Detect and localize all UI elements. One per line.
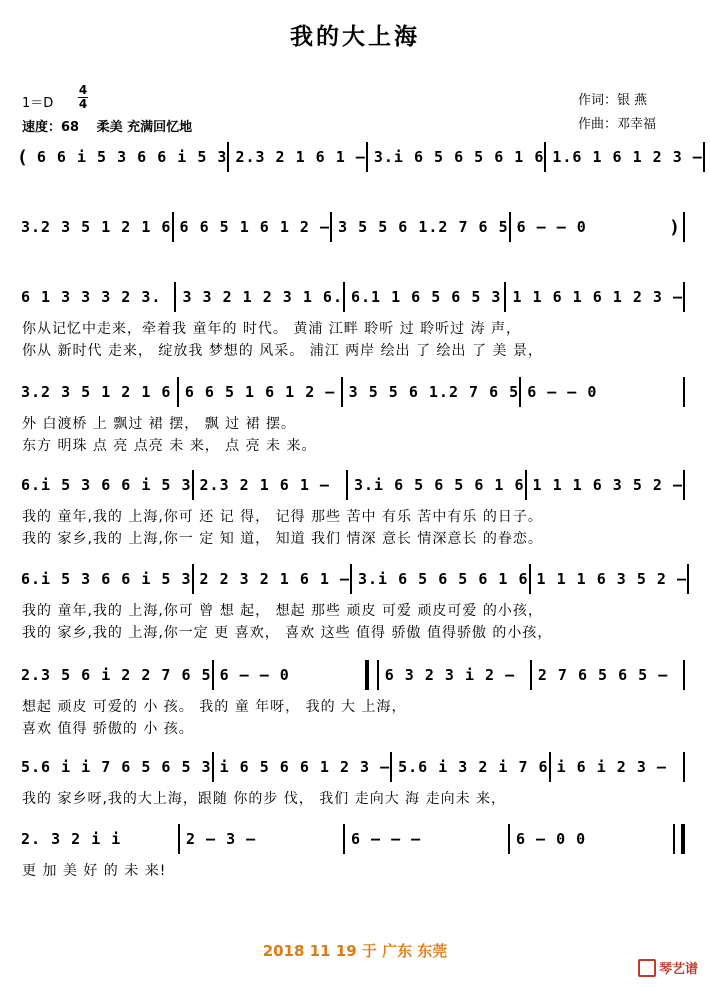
key-signature: 1＝D: [22, 96, 54, 111]
measure: 6 – – –: [351, 830, 422, 848]
measure: 2 2 3 2 1 6 1 –: [199, 570, 350, 588]
bar-line: [683, 212, 685, 242]
measure: 1 1 1 6 3 5 2 –: [536, 570, 687, 588]
lyric-line-1: 我的 童年,我的 上海,你可 还 记 得， 记得 那些 苦中 有乐 苦中有乐 的日子。: [22, 509, 543, 525]
time-sig-top: 4: [78, 83, 88, 97]
bar-line: [683, 377, 685, 407]
measure: 6 6 5 1 6 1 2 –: [184, 383, 336, 401]
measure: 1.6 1 6 1 2 3 –: [552, 148, 703, 166]
measure: 6 6 i 5 3 6 6 i 5 3: [36, 148, 228, 166]
close-paren: ): [669, 216, 682, 238]
lyric-line-1: 外 白渡桥 上 飘过 裙 摆， 飘 过 裙 摆。: [22, 416, 297, 432]
composer-credit: 作曲：邓幸福: [578, 117, 657, 132]
time-signature: [78, 84, 88, 111]
staff-line: [15, 280, 685, 314]
measure: 6 – – 0: [219, 666, 290, 684]
lyric-line-1: 想起 顽皮 可爱的 小 孩。 我的 童 年呀， 我的 大 上海，: [22, 699, 407, 715]
measure: 6.i 5 3 6 6 i 5 3: [21, 476, 192, 494]
measure: 2 – 3 –: [186, 830, 257, 848]
bar-line: [703, 142, 705, 172]
measure: 3.2 3 5 1 2 1 6: [21, 383, 172, 401]
staff-line: [15, 210, 685, 244]
measure: 6 3 2 3 i 2 –: [384, 666, 516, 684]
measure: 6.i 5 3 6 6 i 5 3: [21, 570, 192, 588]
staff-line: [15, 468, 685, 502]
lyric-line-2: 你从 新时代 走来， 绽放我 梦想的 风采。 浦江 两岸 绘出 了 绘出 了 美 景，: [22, 343, 543, 359]
staff-line: [15, 562, 685, 596]
tempo-marking: 速度：68 柔美 充满回忆地: [22, 120, 193, 135]
measure: 5.6 i 3 2 i 7 6: [398, 758, 549, 776]
bar-line: [683, 282, 685, 312]
measure: 6 – – 0: [516, 218, 587, 236]
measure: 3 3 2 1 2 3 1 6.: [182, 288, 343, 306]
measure: 5.6 i i 7 6 5 6 5 3: [21, 758, 212, 776]
logo-icon: [638, 959, 656, 977]
measure: 3 5 5 6 1.2 7 6 5: [338, 218, 509, 236]
measure: 3.2 3 5 1 2 1 6: [21, 218, 172, 236]
measure: 3.i 6 5 6 5 6 1 6: [354, 476, 525, 494]
staff-line: [15, 750, 685, 784]
measure: i 6 5 6 6 1 2 3 –: [219, 758, 391, 776]
measure: 2.3 5 6 i 2 2 7 6 5: [21, 666, 212, 684]
staff-line: [15, 140, 703, 174]
measure: 6 1 3 3 3 2 3.: [21, 288, 162, 306]
measure: 6.1 1 6 5 6 5 3: [350, 288, 502, 306]
bar-line: [687, 564, 689, 594]
date-line: 2018 11 19 于 广东 东莞: [262, 942, 448, 960]
site-logo: [638, 958, 698, 977]
measure: 6 – 0 0: [516, 830, 587, 848]
measure: 2 7 6 5 6 5 –: [537, 666, 669, 684]
lyric-line-2: 喜欢 值得 骄傲的 小 孩。: [22, 721, 194, 737]
staff-line: [15, 822, 685, 856]
bar-line: [683, 752, 685, 782]
bar-line: [683, 660, 685, 690]
measure: i 6 i 2 3 –: [556, 758, 667, 776]
repeat-bar: [365, 660, 379, 690]
measure: 2. 3 2 i i: [21, 830, 122, 848]
time-sig-bottom: 4: [78, 97, 88, 111]
lyric-line-2: 我的 家乡,我的 上海,你一定 更 喜欢， 喜欢 这些 值得 骄傲 值得骄傲 的小孩，: [22, 625, 553, 641]
measure: 1 1 1 6 3 5 2 –: [532, 476, 683, 494]
final-bar-line: [673, 824, 685, 854]
measure: 3.i 6 5 6 5 6 1 6: [373, 148, 545, 166]
staff-line: [15, 375, 685, 409]
staff-line: [15, 658, 685, 692]
measure: 6 – – 0: [527, 383, 598, 401]
measure: 2.3 2 1 6 1 –: [235, 148, 366, 166]
lyric-line-2: 我的 家乡,我的 上海,你一 定 知 道， 知道 我们 情深 意长 情深意长 的眷恋。: [22, 531, 543, 547]
lyric-line-1: 我的 童年,我的 上海,你可 曾 想 起， 想起 那些 顽皮 可爱 顽皮可爱 的小孩，: [22, 603, 543, 619]
bar-line: [683, 470, 685, 500]
measure: 6 6 5 1 6 1 2 –: [179, 218, 331, 236]
lyric-line-1: 我的 家乡呀,我的大上海，跟随 你的步 伐， 我们 走向大 海 走向未 来，: [22, 791, 507, 807]
song-title: 我的大上海: [290, 24, 420, 50]
lyric-line-1: 你从记忆中走来，牵着我 童年的 时代。 黄浦 江畔 聆听 过 聆听过 涛 声，: [22, 321, 522, 337]
lyricist-credit: 作词：银 燕: [578, 93, 648, 108]
open-paren: (: [17, 146, 29, 168]
measure: 3.i 6 5 6 5 6 1 6: [358, 570, 529, 588]
measure: 1 1 6 1 6 1 2 3 –: [512, 288, 683, 306]
measure: 3 5 5 6 1.2 7 6 5: [348, 383, 520, 401]
lyric-line-1: 更 加 美 好 的 未 来!: [22, 863, 167, 879]
logo-text: 琴艺谱: [658, 962, 698, 977]
lyric-line-2: 东方 明珠 点 亮 点亮 未 来， 点 亮 未 来。: [22, 438, 317, 454]
measure: 2.3 2 1 6 1 –: [199, 476, 330, 494]
